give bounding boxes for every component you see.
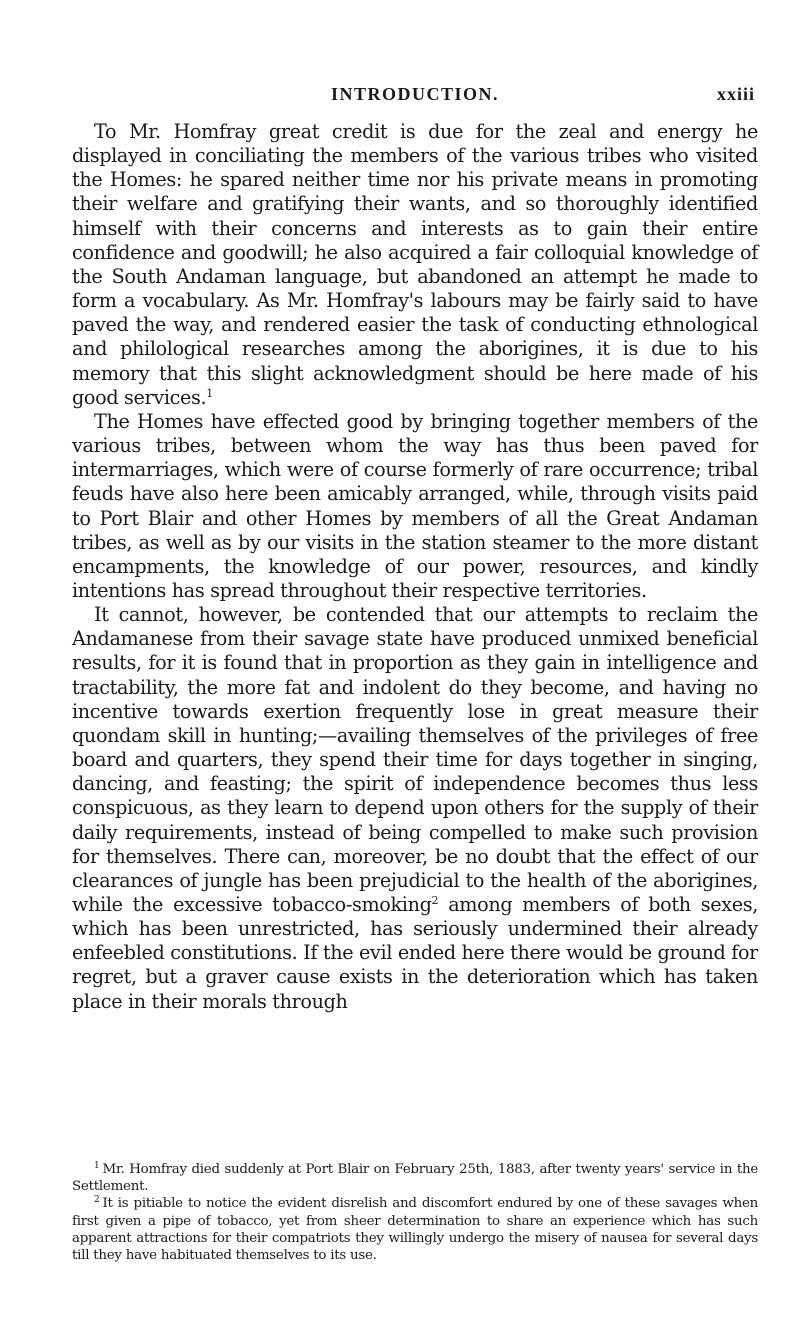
footnote-mark: 2 bbox=[94, 1195, 100, 1206]
footnotes bbox=[72, 1161, 758, 1264]
chapter-title: INTRODUCTION. bbox=[330, 84, 500, 104]
paragraph-text: It cannot, however, be contended that our attempts to reclaim the Andamanese from their savage state have produced unmixed beneficial results, for it is found that in proportion as they gain in intelligence and tractability, the more fat and indolent do they become, and having no incentive towards exertion frequently lose in great measure their quondam skill in hunting;—availing themselves of the privileges of free board and quarters, they spend their time for days together in singing, dancing, and feasting; the spirit of independence becomes thus less conspicuous, as they learn to depend upon others for the supply of their daily requirements, instead of being compelled to make such provision for themselves. There can, moreover, be no doubt that the effect of our clearances of jungle has been prejudicial to the health of the aborigines, while the excessive tobacco-smoking bbox=[72, 603, 758, 916]
running-head bbox=[75, 84, 755, 108]
paragraph-text: To Mr. Homfray great credit is due for the zeal and energy he displayed in conciliating the members of the various tribes who visited the Homes: he spared neither time nor his private means in promoting their welfare and gratifying their wants, and so thoroughly identified himself with their concerns and interests as to gain their entire confidence and goodwill; he also acquired a fair colloquial knowledge of the South Andaman language, but abandoned an attempt he made to form a vocabulary. As Mr. Homfray's labours may be fairly said to have paved the way, and rendered easier the task of conducting ethnological and philological researches among the aborigines, it is due to his memory that this slight acknowledgment should be here made of his good services. bbox=[72, 120, 758, 409]
paragraph-text: The Homes have effected good by bringing together members of the various tribes, between whom the way has thus been paved for intermarriages, which were of course formerly of rare occurrence; tribal feuds have also here been amicably arranged, while, through visits paid to Port Blair and other Homes by members of all the Great Andaman tribes, as well as by our visits in the station steamer to the more distant encampments, the knowledge of our power, resources, and kindly intentions has spread throughout their respective territories. bbox=[72, 409, 758, 602]
footnote-mark: 1 bbox=[94, 1161, 100, 1171]
paragraph-homfray bbox=[72, 120, 758, 410]
footnote bbox=[72, 1195, 758, 1264]
page-number: xxiii bbox=[716, 84, 755, 104]
footnote-ref: 2 bbox=[431, 894, 439, 907]
body-text bbox=[72, 120, 758, 1014]
paragraph-results bbox=[72, 603, 758, 1014]
paragraph-text: among members of both sexes, which has been unrestricted, has seriously undermined their already enfeebled constitutions. If the evil ended here there would be ground for regret, but a graver cause exists in the deterioration which has taken place in their morals through bbox=[72, 893, 758, 1013]
footnote-text: It is pitiable to notice the evident disrelish and discomfort endured by one of these savages when first given a pipe of tobacco, yet from sheer determination to share an experience which has such apparent attractions for their compatriots they willingly undergo the misery of nausea for several days till they have habituated themselves to its use. bbox=[72, 1196, 758, 1264]
footnote-ref: 1 bbox=[206, 386, 213, 400]
footnote bbox=[72, 1161, 758, 1195]
paragraph-homes bbox=[72, 410, 758, 603]
footnote-text: Mr. Homfray died suddenly at Port Blair on February 25th, 1883, after twenty years' service in the Settlement. bbox=[72, 1162, 758, 1195]
